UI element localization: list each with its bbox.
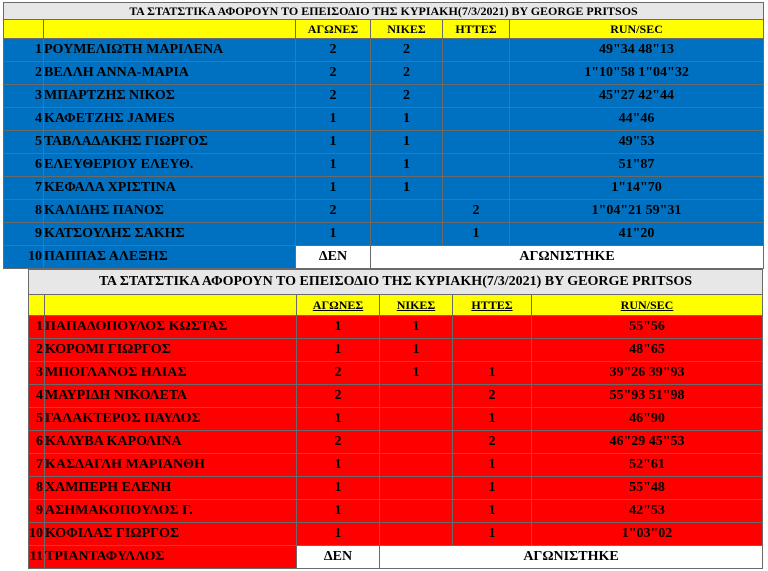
- games-count: 1: [296, 154, 371, 177]
- row-number: 8: [4, 200, 44, 223]
- header-losses: ΗΤΤΕΣ: [443, 20, 510, 39]
- run-sec-value: 52"61: [532, 454, 763, 477]
- table-header-row: [29, 295, 763, 316]
- player-name: ΜΠΑΡΤΖΗΣ ΝΙΚΟΣ: [44, 85, 296, 108]
- games-count: 2: [296, 85, 371, 108]
- games-count: 1: [296, 177, 371, 200]
- player-name: ΡΟΥΜΕΛΙΩΤΗ ΜΑΡΙΛΕΝΑ: [44, 39, 296, 62]
- losses-count: [443, 154, 510, 177]
- table-row: [29, 477, 763, 500]
- table-row: [4, 200, 764, 223]
- games-count: 1: [297, 339, 380, 362]
- row-number: 10: [4, 246, 44, 269]
- wins-count: 1: [371, 154, 443, 177]
- table-row-absent: [29, 546, 763, 569]
- losses-count: 1: [453, 477, 532, 500]
- table-title-row: [4, 3, 764, 20]
- run-sec-value: 39"26 39"93: [532, 362, 763, 385]
- losses-count: 2: [443, 200, 510, 223]
- losses-count: [443, 177, 510, 200]
- player-name: ΑΣΗΜΑΚΟΠΟΥΛΟΣ Γ.: [45, 500, 297, 523]
- player-name: ΚΑΛΙΔΗΣ ΠΑΝΟΣ: [44, 200, 296, 223]
- player-name: ΚΑΦΕΤΖΗΣ JAMES: [44, 108, 296, 131]
- losses-count: [453, 339, 532, 362]
- run-sec-value: 46"90: [532, 408, 763, 431]
- header-losses: ΗΤΤΕΣ: [453, 295, 532, 316]
- wins-count: 1: [371, 131, 443, 154]
- losses-count: 1: [453, 500, 532, 523]
- player-name: ΚΑΤΣΟΥΛΗΣ ΣΑΚΗΣ: [44, 223, 296, 246]
- wins-count: 1: [371, 108, 443, 131]
- row-number: 11: [29, 546, 45, 569]
- wins-count: 2: [371, 85, 443, 108]
- games-count: 1: [296, 223, 371, 246]
- header-run-sec: RUN/SEC: [510, 20, 764, 39]
- player-name: ΚΑΣΔΑΓΛΗ ΜΑΡΙΑΝΘΗ: [45, 454, 297, 477]
- table-title: ΤΑ ΣΤΑΤΣΤΙΚΑ ΑΦΟΡΟΥΝ ΤΟ ΕΠΕΙΣΟΔΙΟ ΤΗΣ ΚΥΡΙΑΚΗ(7/3/2021) BY GEORGE PRITSOS: [4, 3, 764, 20]
- row-number: 5: [4, 131, 44, 154]
- did-not-compete-note: ΑΓΩΝΙΣΤΗΚΕ: [380, 546, 763, 569]
- table-row: [4, 177, 764, 200]
- header-wins: ΝΙΚΕΣ: [371, 20, 443, 39]
- run-sec-value: 44"46: [510, 108, 764, 131]
- row-number: 7: [4, 177, 44, 200]
- games-count: 1: [297, 408, 380, 431]
- wins-count: 2: [371, 62, 443, 85]
- row-number: 4: [4, 108, 44, 131]
- wins-count: [380, 385, 453, 408]
- player-name: ΜΠΟΓΛΑΝΟΣ ΗΛΙΑΣ: [45, 362, 297, 385]
- games-count: 1: [297, 316, 380, 339]
- games-count: 2: [296, 62, 371, 85]
- table-row: [29, 385, 763, 408]
- table-header-row: [4, 20, 764, 39]
- run-sec-value: 41"20: [510, 223, 764, 246]
- row-number: 9: [4, 223, 44, 246]
- row-number: 5: [29, 408, 45, 431]
- table-row: [4, 85, 764, 108]
- header-games: ΑΓΩΝΕΣ: [296, 20, 371, 39]
- table-row: [29, 316, 763, 339]
- run-sec-value: 48"65: [532, 339, 763, 362]
- games-count: 1: [297, 523, 380, 546]
- games-count: 1: [297, 500, 380, 523]
- did-not-label: ΔΕΝ: [296, 246, 371, 269]
- player-name: ΕΛΕΥΘΕΡΙΟΥ ΕΛΕΥΘ.: [44, 154, 296, 177]
- row-number: 8: [29, 477, 45, 500]
- games-count: 1: [296, 131, 371, 154]
- wins-count: [380, 454, 453, 477]
- header-wins: ΝΙΚΕΣ: [380, 295, 453, 316]
- run-sec-value: 1"03"02: [532, 523, 763, 546]
- run-sec-value: 1"10"58 1"04"32: [510, 62, 764, 85]
- run-sec-value: 51"87: [510, 154, 764, 177]
- losses-count: 1: [453, 408, 532, 431]
- table-title: ΤΑ ΣΤΑΤΣΤΙΚΑ ΑΦΟΡΟΥΝ ΤΟ ΕΠΕΙΣΟΔΙΟ ΤΗΣ ΚΥΡΙΑΚΗ(7/3/2021) BY GEORGE PRITSOS: [29, 270, 763, 295]
- losses-count: 1: [453, 523, 532, 546]
- row-number: 4: [29, 385, 45, 408]
- player-name: ΧΑΜΠΕΡΗ ΕΛΕΝΗ: [45, 477, 297, 500]
- losses-count: 2: [453, 385, 532, 408]
- row-number: 10: [29, 523, 45, 546]
- did-not-compete-note: ΑΓΩΝΙΣΤΗΚΕ: [371, 246, 764, 269]
- wins-count: 2: [371, 39, 443, 62]
- table-title-row: [29, 270, 763, 295]
- wins-count: 1: [380, 339, 453, 362]
- games-count: 2: [297, 431, 380, 454]
- losses-count: [443, 39, 510, 62]
- losses-count: [443, 62, 510, 85]
- run-sec-value: 55"56: [532, 316, 763, 339]
- player-name: ΠΑΠΑΔΟΠΟΥΛΟΣ ΚΩΣΤΑΣ: [45, 316, 297, 339]
- table-row: [29, 362, 763, 385]
- losses-count: 1: [443, 223, 510, 246]
- player-name: ΓΑΛΑΚΤΕΡΟΣ ΠΑΥΛΟΣ: [45, 408, 297, 431]
- wins-count: [380, 523, 453, 546]
- player-name: ΚΟΡΟΜΙ ΓΙΩΡΓΟΣ: [45, 339, 297, 362]
- wins-count: [380, 477, 453, 500]
- losses-count: [443, 85, 510, 108]
- wins-count: [380, 431, 453, 454]
- table-row: [4, 108, 764, 131]
- run-sec-value: 1"14"70: [510, 177, 764, 200]
- wins-count: [371, 200, 443, 223]
- run-sec-value: 45"27 42"44: [510, 85, 764, 108]
- player-name: ΚΕΦΑΛΑ ΧΡΙΣΤΙΝΑ: [44, 177, 296, 200]
- run-sec-value: 55"48: [532, 477, 763, 500]
- table-row: [29, 408, 763, 431]
- stats-table-blue: [3, 2, 764, 269]
- run-sec-value: 42"53: [532, 500, 763, 523]
- table-row-absent: [4, 246, 764, 269]
- row-number: 2: [4, 62, 44, 85]
- player-name: ΚΑΛΥΒΑ ΚΑΡΟΛΙΝΑ: [45, 431, 297, 454]
- row-number: 1: [4, 39, 44, 62]
- table-row: [4, 223, 764, 246]
- row-number: 3: [29, 362, 45, 385]
- run-sec-value: 55"93 51"98: [532, 385, 763, 408]
- table-row: [29, 500, 763, 523]
- table-row: [4, 131, 764, 154]
- table-row: [29, 454, 763, 477]
- games-count: 2: [297, 385, 380, 408]
- header-games: ΑΓΩΝΕΣ: [297, 295, 380, 316]
- row-number: 1: [29, 316, 45, 339]
- games-count: 1: [297, 454, 380, 477]
- run-sec-value: 46"29 45"53: [532, 431, 763, 454]
- player-name: ΠΑΠΠΑΣ ΑΛΕΞΗΣ: [44, 246, 296, 269]
- losses-count: 2: [453, 431, 532, 454]
- wins-count: [371, 223, 443, 246]
- row-number: 7: [29, 454, 45, 477]
- losses-count: [443, 108, 510, 131]
- wins-count: [380, 500, 453, 523]
- row-number: 9: [29, 500, 45, 523]
- stats-table-red: [28, 269, 763, 569]
- losses-count: [453, 316, 532, 339]
- wins-count: [380, 408, 453, 431]
- row-number: 6: [4, 154, 44, 177]
- table-row: [29, 339, 763, 362]
- games-count: 2: [297, 362, 380, 385]
- wins-count: 1: [380, 316, 453, 339]
- did-not-label: ΔΕΝ: [297, 546, 380, 569]
- games-count: 1: [296, 108, 371, 131]
- losses-count: [443, 131, 510, 154]
- table-row: [29, 431, 763, 454]
- row-number: 6: [29, 431, 45, 454]
- player-name: ΚΟΦΙΛΑΣ ΓΙΩΡΓΟΣ: [45, 523, 297, 546]
- losses-count: 1: [453, 454, 532, 477]
- header-run-sec: RUN/SEC: [532, 295, 763, 316]
- games-count: 2: [296, 200, 371, 223]
- games-count: 1: [297, 477, 380, 500]
- row-number: 3: [4, 85, 44, 108]
- losses-count: 1: [453, 362, 532, 385]
- player-name: ΤΡΙΑΝΤΑΦΥΛΛΟΣ: [45, 546, 297, 569]
- wins-count: 1: [371, 177, 443, 200]
- table-row: [4, 154, 764, 177]
- run-sec-value: 1"04"21 59"31: [510, 200, 764, 223]
- table-row: [4, 39, 764, 62]
- run-sec-value: 49"34 48"13: [510, 39, 764, 62]
- run-sec-value: 49"53: [510, 131, 764, 154]
- player-name: ΤΑΒΛΑΔΑΚΗΣ ΓΙΩΡΓΟΣ: [44, 131, 296, 154]
- wins-count: 1: [380, 362, 453, 385]
- table-row: [4, 62, 764, 85]
- games-count: 2: [296, 39, 371, 62]
- row-number: 2: [29, 339, 45, 362]
- player-name: ΜΑΥΡΙΔΗ ΝΙΚΟΛΕΤΑ: [45, 385, 297, 408]
- table-row: [29, 523, 763, 546]
- player-name: ΒΕΛΛΗ ΑΝΝΑ-ΜΑΡΙΑ: [44, 62, 296, 85]
